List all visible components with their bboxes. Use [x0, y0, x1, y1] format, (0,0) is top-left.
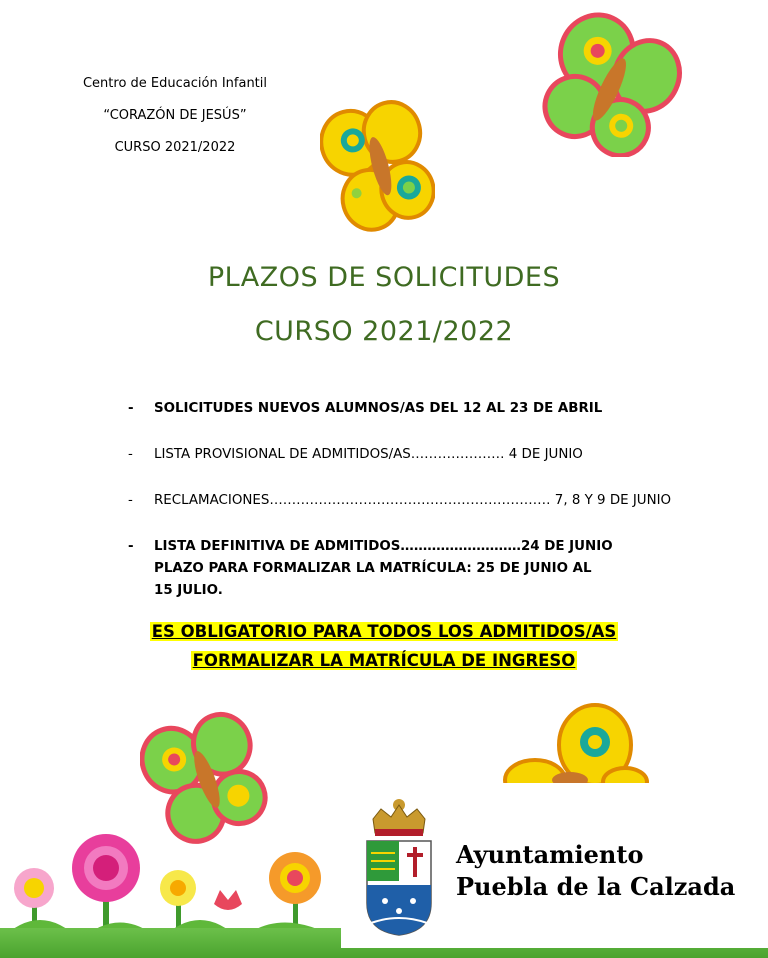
butterfly-icon: [140, 710, 270, 845]
flowers-decoration: [0, 830, 340, 940]
list-item-text: 15 JULIO.: [154, 583, 223, 598]
list-item: [128, 536, 688, 602]
page-title: PLAZOS DE SOLICITUDES: [207, 262, 561, 293]
school-course: CURSO 2021/2022: [114, 140, 236, 155]
notice-line: [0, 622, 768, 641]
list-item-text: SOLICITUDES NUEVOS ALUMNOS/AS DEL 12 AL 23 DE ABRIL: [154, 401, 603, 416]
butterfly-icon: [540, 12, 685, 157]
town-hall-logo: [341, 783, 768, 948]
butterfly-icon: [495, 700, 655, 790]
notice-text: ES OBLIGATORIO PARA TODOS LOS ADMITIDOS/AS: [151, 622, 617, 641]
page-subtitle: CURSO 2021/2022: [254, 316, 514, 347]
butterfly-icon: [320, 95, 435, 235]
logo-line-1: Ayuntamiento: [456, 840, 644, 869]
list-item: [128, 444, 688, 466]
list-bullet: -: [128, 447, 133, 462]
list-item-text: RECLAMACIONES……………………………………………………… 7, 8 Y 9 DE JUNIO: [154, 493, 672, 508]
list-item: [128, 398, 688, 420]
logo-text: [456, 839, 735, 903]
school-header: [60, 68, 290, 164]
school-type: Centro de Educación Infantil: [82, 76, 268, 91]
list-bullet: -: [128, 539, 134, 554]
list-item-text: LISTA DEFINITIVA DE ADMITIDOS………………………24 DE JUNIO: [154, 539, 613, 554]
list-item: [128, 490, 688, 512]
coat-of-arms-icon: [359, 793, 439, 938]
deadlines-list: [128, 398, 688, 626]
list-item-text: LISTA PROVISIONAL DE ADMITIDOS/AS………………… 4 DE JUNIO: [154, 447, 583, 462]
logo-line-2: Puebla de la Calzada: [456, 872, 736, 901]
list-item-text: PLAZO PARA FORMALIZAR LA MATRÍCULA: 25 DE JUNIO AL: [154, 561, 592, 576]
list-bullet: -: [128, 493, 133, 508]
notice-line: [0, 651, 768, 670]
list-bullet: -: [128, 401, 134, 416]
notice-text: FORMALIZAR LA MATRÍCULA DE INGRESO: [192, 651, 576, 670]
school-name: “CORAZÓN DE JESÚS”: [103, 108, 247, 123]
